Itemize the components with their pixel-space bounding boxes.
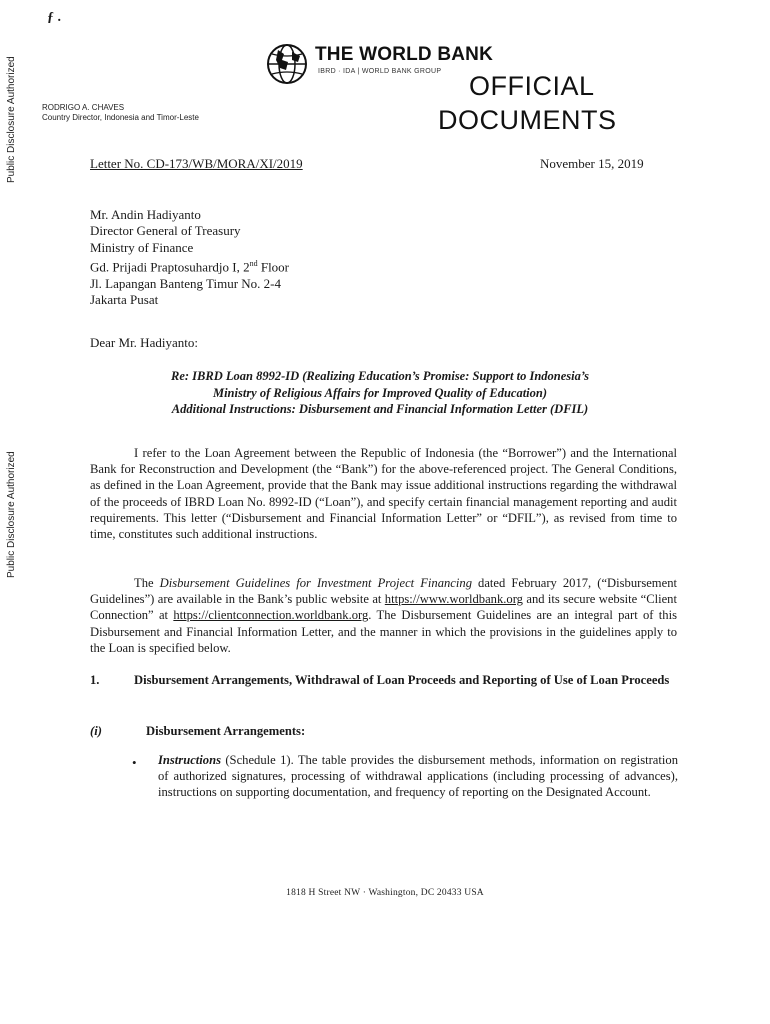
recipient-address [90, 207, 289, 308]
bullet-icon: • [132, 755, 137, 770]
address-line: Ministry of Finance [90, 239, 194, 255]
sender-name: RODRIGO A. CHAVES [42, 103, 125, 112]
side-label-bottom: Public Disclosure Authorized [6, 451, 17, 578]
stamp-official: OFFICIAL [469, 71, 595, 101]
address-line: Mr. Andin Hadiyanto [90, 207, 201, 222]
section-heading-1: 1. Disbursement Arrangements, Withdrawal of Loan Proceeds and Reporting of Use of Loan Proceeds [90, 673, 670, 687]
side-label-top: Public Disclosure Authorized [6, 56, 17, 183]
paragraph-intro: I refer to the Loan Agreement between the Republic of Indonesia (the “Borrower”) and the International Bank for Reconstruction and Development (the “Bank”) for the above-referenced project. The General Conditions, as defined in the Loan Agreement, provide that the Bank may issue additional instructions regarding the withdrawal of the proceeds of IBRD Loan No. 8992-ID (“Loan”), and specify certain financial management reporting and audit requirements. This letter (“Disbursement and Financial Information Letter” or “DFIL”), as revised from time to time, constitutes such additional instructions. [90, 446, 677, 542]
address-line: Jl. Lapangan Banteng Timur No. 2-4 [90, 275, 282, 291]
address-line: Jakarta Pusat [90, 291, 159, 307]
world-bank-title: THE WORLD BANK [315, 44, 494, 65]
subject-line: Re: IBRD Loan 8992-ID (Realizing Education’s Promise: Support to Indonesia’s Ministry of Religious Affairs for Improved Quality of Education) Additional Instructions: Disbursement and Financial Information Letter (DFIL) [171, 369, 589, 416]
address-line: Gd. Prijadi Praptosuhardjo I, 2nd Floor [90, 258, 290, 275]
footer-address: 1818 H Street NW · Washington, DC 20433 USA [286, 888, 484, 898]
worldbank-link[interactable]: https://www.worldbank.org [384, 592, 523, 607]
letter-number: Letter No. CD-173/WB/MORA/XI/2019 [90, 156, 303, 171]
letter-date: November 15, 2019 [540, 156, 644, 171]
scan-mark: ƒ . [47, 10, 61, 25]
section-heading-1-i: (i) Disbursement Arrangements: [90, 724, 306, 738]
sender-title: Country Director, Indonesia and Timor-Leste [42, 113, 199, 122]
world-bank-globe-icon [264, 40, 310, 86]
address-line: Director General of Treasury [90, 223, 241, 239]
clientconnection-link[interactable]: https://clientconnection.worldbank.org [173, 608, 369, 623]
sender-block [42, 103, 199, 123]
paragraph-guidelines: The Disbursement Guidelines for Investment Project Financing dated February 2017, (“Disbursement Guidelines”) are available in the Bank’s public website at https://www.worldbank.org and its secure website “Client Connection” at https://clientconnection.worldbank.org. The Disbursement Guidelines are an integral part of this Disbursement and Financial Information Letter, and the manner in which the provisions in the guidelines apply to the Loan is specified below. [90, 576, 677, 655]
salutation: Dear Mr. Hadiyanto: [90, 335, 198, 350]
stamp-documents: DOCUMENTS [438, 105, 617, 135]
world-bank-subtitle: IBRD · IDA | WORLD BANK GROUP [318, 68, 442, 75]
bullet-instructions: Instructions (Schedule 1). The table provides the disbursement methods, information on registration of authorized signatures, processing of withdrawal applications (including processing of advances), instructions on supporting documentation, and frequency of reporting on the Designated Account. [158, 753, 678, 800]
